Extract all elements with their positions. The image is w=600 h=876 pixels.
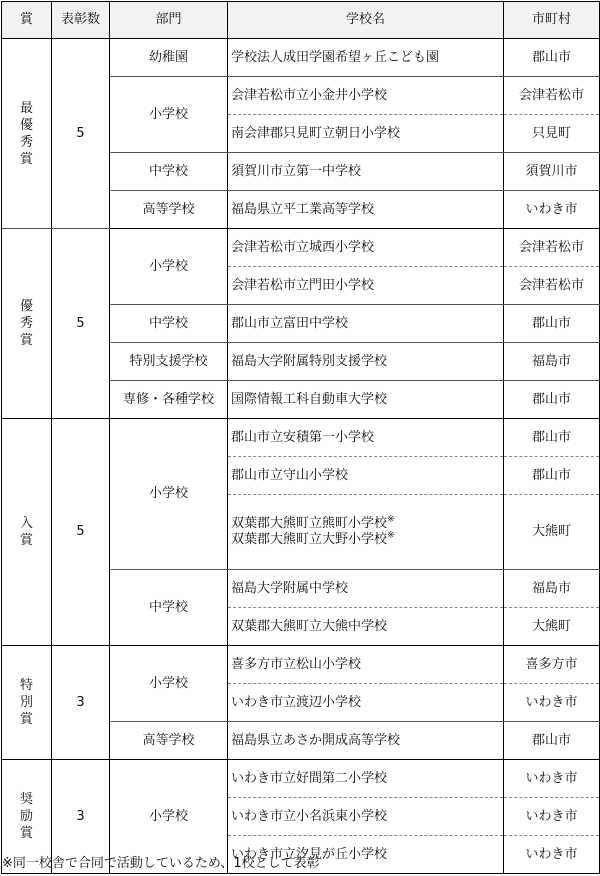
award-count: 5	[52, 229, 110, 419]
municipality: 郡山市	[504, 381, 600, 419]
table-row	[2, 229, 600, 267]
division-cell: 幼稚園	[110, 39, 228, 77]
school-name: 喜多方市立松山小学校	[228, 646, 504, 684]
table-row	[2, 39, 600, 77]
school-name: 会津若松市立城西小学校	[228, 229, 504, 267]
school-name-line1: 双葉郡大熊町立熊町小学校	[231, 516, 388, 531]
header-school: 学校名	[228, 2, 504, 39]
table-row	[2, 760, 600, 798]
municipality: 大熊町	[504, 608, 600, 646]
header-count: 表彰数	[52, 2, 110, 39]
division-cell: 高等学校	[110, 191, 228, 229]
award-count: 3	[52, 646, 110, 760]
award-count: 3	[52, 760, 110, 874]
municipality: いわき市	[504, 191, 600, 229]
division-cell: 小学校	[110, 419, 228, 570]
header-award: 賞	[2, 2, 52, 39]
municipality: 郡山市	[504, 722, 600, 760]
award-name: 特別賞	[2, 646, 52, 760]
header-municipality: 市町村	[504, 2, 600, 39]
school-name: いわき市立小名浜東小学校	[228, 798, 504, 836]
school-name: 学校法人成田学園希望ヶ丘こども園	[228, 39, 504, 77]
award-count: 5	[52, 39, 110, 229]
school-name: 南会津郡只見町立朝日小学校	[228, 115, 504, 153]
school-name: 国際情報工科自動車大学校	[228, 381, 504, 419]
table-row	[2, 646, 600, 684]
school-name: 福島大学附属特別支援学校	[228, 343, 504, 381]
division-cell: 特別支援学校	[110, 343, 228, 381]
division-cell: 小学校	[110, 760, 228, 874]
school-name: いわき市立好間第二小学校	[228, 760, 504, 798]
note-mark: ※	[387, 530, 395, 541]
municipality: いわき市	[504, 684, 600, 722]
school-name: いわき市立汐見が丘小学校	[228, 836, 504, 874]
municipality: 会津若松市	[504, 267, 600, 305]
municipality: 福島市	[504, 343, 600, 381]
municipality: 喜多方市	[504, 646, 600, 684]
division-cell: 高等学校	[110, 722, 228, 760]
municipality: 会津若松市	[504, 229, 600, 267]
municipality: 郡山市	[504, 39, 600, 77]
division-cell: 専修・各種学校	[110, 381, 228, 419]
division-cell: 中学校	[110, 570, 228, 646]
municipality: 大熊町	[504, 495, 600, 570]
note-mark: ※	[387, 514, 395, 525]
municipality: 郡山市	[504, 305, 600, 343]
municipality: 只見町	[504, 115, 600, 153]
municipality: いわき市	[504, 760, 600, 798]
school-name: 郡山市立守山小学校	[228, 457, 504, 495]
municipality: 須賀川市	[504, 153, 600, 191]
municipality: 郡山市	[504, 419, 600, 457]
school-name: 須賀川市立第一中学校	[228, 153, 504, 191]
municipality: いわき市	[504, 798, 600, 836]
school-name: 双葉郡大熊町立大熊中学校	[228, 608, 504, 646]
municipality: 郡山市	[504, 457, 600, 495]
footnote: ※同一校舎で合同で活動しているため、1校として表彰	[2, 856, 320, 871]
school-name: 郡山市立富田中学校	[228, 305, 504, 343]
school-name: 福島大学附属中学校	[228, 570, 504, 608]
header-division: 部門	[110, 2, 228, 39]
table-row	[2, 419, 600, 457]
school-name-line2: 双葉郡大熊町立大野小学校	[231, 532, 388, 547]
division-cell: 小学校	[110, 646, 228, 722]
municipality: いわき市	[504, 836, 600, 874]
award-name: 奨励賞	[2, 760, 52, 874]
school-name: 会津若松市立門田小学校	[228, 267, 504, 305]
school-name-joint	[228, 495, 504, 570]
school-name: 会津若松市立小金井小学校	[228, 77, 504, 115]
school-name: いわき市立渡辺小学校	[228, 684, 504, 722]
awards-table	[1, 1, 600, 874]
municipality: 福島市	[504, 570, 600, 608]
municipality: 会津若松市	[504, 77, 600, 115]
school-name: 福島県立平工業高等学校	[228, 191, 504, 229]
award-name: 入賞	[2, 419, 52, 646]
division-cell: 中学校	[110, 305, 228, 343]
division-cell: 中学校	[110, 153, 228, 191]
table-header	[2, 2, 600, 39]
division-cell: 小学校	[110, 77, 228, 153]
school-name: 郡山市立安積第一小学校	[228, 419, 504, 457]
school-name: 福島県立あさか開成高等学校	[228, 722, 504, 760]
award-name: 最優秀賞	[2, 39, 52, 229]
award-count: 5	[52, 419, 110, 646]
division-cell: 小学校	[110, 229, 228, 305]
award-name: 優秀賞	[2, 229, 52, 419]
